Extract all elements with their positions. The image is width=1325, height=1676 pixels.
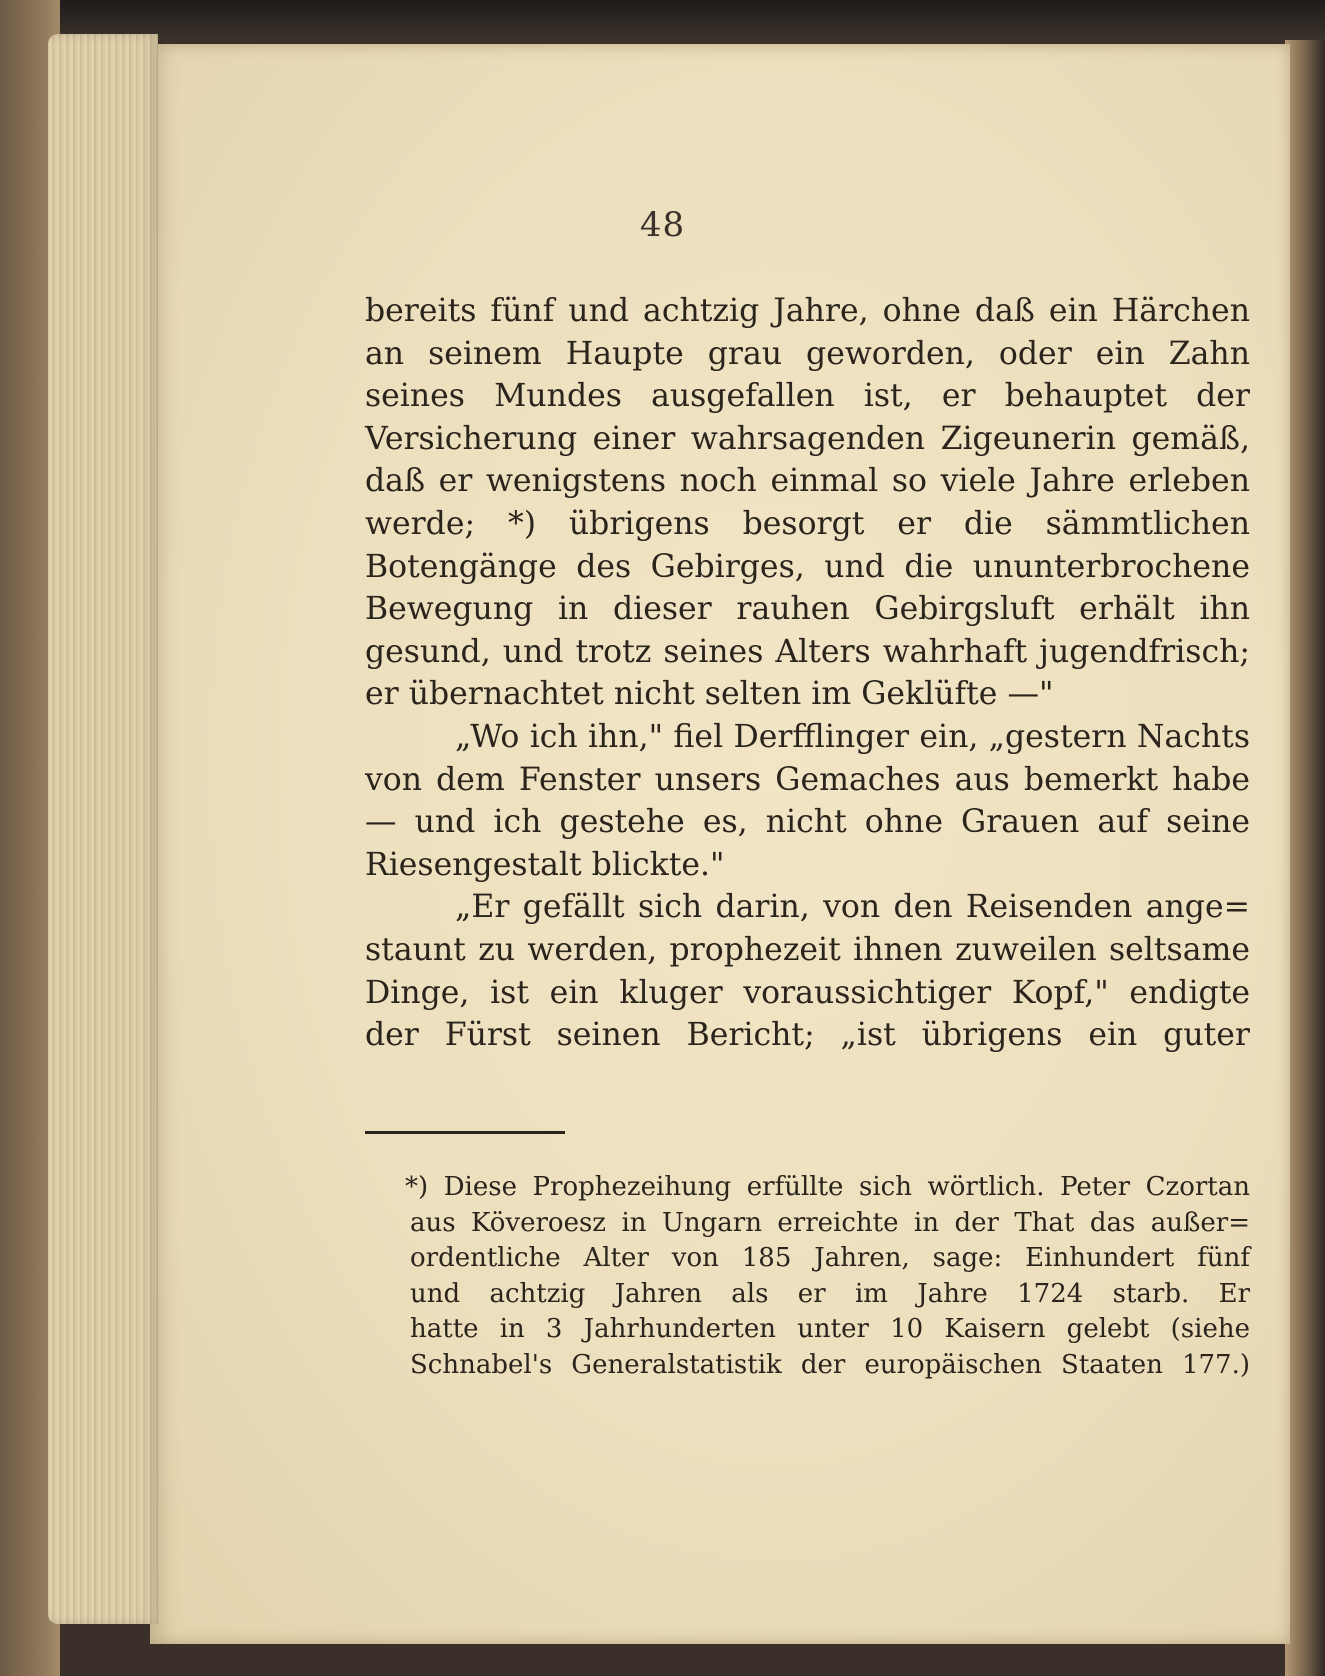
footnote-line: aus Köveroesz in Ungarn erreichte in der That das außer= [410,1207,1250,1238]
book-binding-right-edge [1285,40,1325,1676]
page-number: 48 [639,205,686,245]
footnote-line: hatte in 3 Jahrhunderten unter 10 Kaisern gelebt (siehe [410,1314,1250,1344]
body-line: gesund, und trotz seines Alters wahrhaft jugendfrisch; [365,633,1250,670]
body-line: von dem Fenster unsers Gemaches aus bemerkt habe [365,761,1250,798]
body-line: Versicherung einer wahrsagenden Zigeunerin gemäß, [365,420,1250,457]
body-line: werde; *) übrigens besorgt er die sämmtlichen [365,505,1250,542]
book-cover-top-edge [0,0,1325,40]
body-line: Riesengestalt blickte." [365,846,725,883]
body-line: seines Mundes ausgefallen ist, er behauptet der [365,378,1250,415]
body-line: Bewegung in dieser rauhen Gebirgsluft erhält ihn [365,591,1250,628]
footnote-separator-rule [365,1131,565,1134]
footnote-block [405,1170,1250,1383]
page-stack-edges [48,34,158,1624]
footnote-line: *) Diese Prophezeihung erfüllte sich wörtlich. Peter Czortan [405,1172,1250,1202]
body-line: der Fürst seinen Bericht; „ist übrigens ein guter [365,1017,1250,1054]
body-line: Dinge, ist ein kluger voraussichtiger Kopf," endigte [365,974,1250,1011]
body-line: er übernachtet nicht selten im Geklüfte —" [365,676,1054,713]
footnote-line: Schnabel's Generalstatistik der europäischen Staaten 177.) [410,1349,1250,1380]
footnote-line: ordentliche Alter von 185 Jahren, sage: Einhundert fünf [410,1243,1250,1273]
body-line: — und ich gestehe es, nicht ohne Grauen auf seine [365,804,1250,841]
body-line: Botengänge des Gebirges, und die ununterbrochene [365,548,1250,585]
body-line: „Er gefällt sich darin, von den Reisenden ange= [455,889,1250,926]
body-line: an seinem Haupte grau geworden, oder ein Zahn [365,335,1250,372]
body-line: bereits fünf und achtzig Jahre, ohne daß ein Härchen [365,293,1250,329]
body-line: „Wo ich ihn," fiel Derfflinger ein, „gestern Nachts [455,718,1250,755]
footnote-line: und achtzig Jahren als er im Jahre 1724 starb. Er [410,1278,1250,1309]
body-line: staunt zu werden, prophezeit ihnen zuweilen seltsame [365,931,1250,968]
body-text [365,290,1250,1057]
body-line: daß er wenigstens noch einmal so viele Jahre erleben [365,463,1250,500]
